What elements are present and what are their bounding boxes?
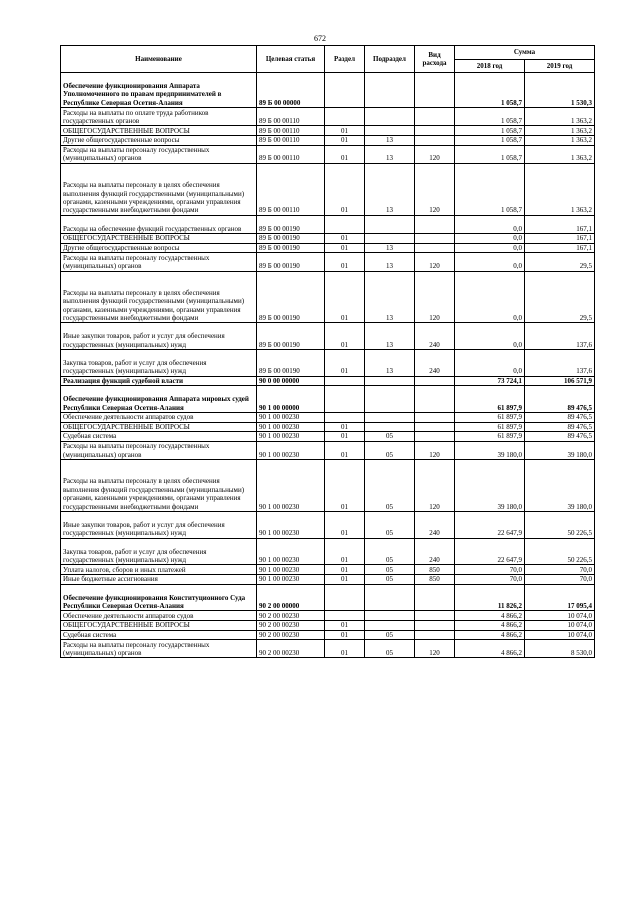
table-row: [61, 538, 595, 565]
cell-year-2019: 167,1: [525, 243, 595, 253]
cell-year-2018: 1 058,7: [455, 163, 525, 215]
cell-section: [325, 584, 365, 611]
cell-tyear-pe: [415, 215, 455, 233]
cell-year-2019: 1 363,2: [525, 135, 595, 145]
cell-tyear-pe: [415, 620, 455, 630]
cell-tyear-pe: 120: [415, 145, 455, 163]
table-row: [61, 432, 595, 442]
table-row: [61, 376, 595, 386]
cell-name: ОБЩЕГОСУДАРСТВЕННЫЕ ВОПРОСЫ: [61, 620, 257, 630]
cell-year-2018: 0,0: [455, 243, 525, 253]
cell-year-2019: 89 476,5: [525, 386, 595, 413]
cell-target: 89 Б 00 00000: [257, 73, 325, 108]
header-2018: 2018 год: [455, 60, 525, 73]
cell-section: 01: [325, 640, 365, 658]
cell-target: 89 Б 00 00110: [257, 108, 325, 126]
cell-target: 89 Б 00 00190: [257, 253, 325, 271]
cell-year-2018: 0,0: [455, 271, 525, 323]
cell-name: Расходы на выплаты персоналу в целях обеспечения выполнения функций государственными (муниципальными) органами, казенными учреждениями, органами управления государственными внебюджетными фондами: [61, 271, 257, 323]
cell-target: 90 1 00 00230: [257, 432, 325, 442]
cell-tyear-pe: 850: [415, 565, 455, 575]
cell-name: Закупка товаров, работ и услуг для обеспечения государственных (муниципальных) нужд: [61, 350, 257, 377]
cell-name: Обеспечение деятельности аппаратов судов: [61, 413, 257, 423]
table-row: [61, 234, 595, 244]
cell-year-2019: 137,6: [525, 323, 595, 350]
cell-target: 90 2 00 00230: [257, 640, 325, 658]
cell-subsection: [365, 376, 415, 386]
cell-section: 01: [325, 575, 365, 585]
cell-section: [325, 611, 365, 621]
cell-year-2019: 106 571,9: [525, 376, 595, 386]
cell-name: Расходы на выплаты персоналу в целях обеспечения выполнения функций государственными (муниципальными) органами, казенными учреждениями, органами управления государственными внебюджетными фондами: [61, 460, 257, 512]
cell-target: 90 2 00 00000: [257, 584, 325, 611]
cell-section: [325, 376, 365, 386]
cell-section: 01: [325, 512, 365, 539]
cell-subsection: 13: [365, 271, 415, 323]
cell-year-2018: 0,0: [455, 215, 525, 233]
cell-year-2019: 29,5: [525, 271, 595, 323]
budget-table: [60, 45, 595, 658]
cell-tyear-pe: 120: [415, 460, 455, 512]
cell-tyear-pe: 240: [415, 350, 455, 377]
cell-year-2019: 10 074,0: [525, 630, 595, 640]
cell-name: Судебная система: [61, 630, 257, 640]
cell-section: 01: [325, 422, 365, 432]
cell-target: 90 1 00 00230: [257, 413, 325, 423]
cell-subsection: [365, 108, 415, 126]
cell-year-2019: 89 476,5: [525, 422, 595, 432]
cell-tyear-pe: 120: [415, 253, 455, 271]
cell-name: Другие общегосударственные вопросы: [61, 135, 257, 145]
table-row: [61, 350, 595, 377]
cell-subsection: 05: [365, 512, 415, 539]
cell-subsection: [365, 73, 415, 108]
cell-target: 90 0 00 00000: [257, 376, 325, 386]
table-row: [61, 575, 595, 585]
cell-section: 01: [325, 350, 365, 377]
cell-section: 01: [325, 243, 365, 253]
cell-name: Другие общегосударственные вопросы: [61, 243, 257, 253]
cell-target: 89 Б 00 00190: [257, 350, 325, 377]
cell-year-2018: 1 058,7: [455, 73, 525, 108]
cell-name: Обеспечение функционирования Аппарата Уполномоченного по правам предпринимателей в Республике Северная Осетия-Алания: [61, 73, 257, 108]
cell-name: Расходы на обеспечение функций государственных органов: [61, 215, 257, 233]
cell-target: 90 1 00 00230: [257, 422, 325, 432]
cell-year-2018: 22 647,9: [455, 538, 525, 565]
cell-year-2019: 29,5: [525, 253, 595, 271]
cell-year-2018: 39 180,0: [455, 460, 525, 512]
cell-section: 01: [325, 565, 365, 575]
cell-target: 90 1 00 00230: [257, 565, 325, 575]
table-row: [61, 163, 595, 215]
cell-tyear-pe: [415, 243, 455, 253]
cell-name: Иные бюджетные ассигнования: [61, 575, 257, 585]
cell-tyear-pe: [415, 432, 455, 442]
cell-name: Обеспечение деятельности аппаратов судов: [61, 611, 257, 621]
cell-name: Расходы на выплаты персоналу государственных (муниципальных) органов: [61, 145, 257, 163]
cell-name: Обеспечение функционирования Конституционного Суда Республики Северная Осетия-Алания: [61, 584, 257, 611]
cell-year-2018: 61 897,9: [455, 432, 525, 442]
cell-year-2019: 1 363,2: [525, 145, 595, 163]
cell-year-2018: 22 647,9: [455, 512, 525, 539]
cell-name: Иные закупки товаров, работ и услуг для обеспечения государственных (муниципальных) нужд: [61, 512, 257, 539]
cell-target: 90 1 00 00000: [257, 386, 325, 413]
table-row: [61, 126, 595, 136]
cell-year-2019: 10 074,0: [525, 620, 595, 630]
cell-section: 01: [325, 460, 365, 512]
table-row: [61, 253, 595, 271]
table-row: [61, 441, 595, 459]
table-row: [61, 323, 595, 350]
table-row: [61, 215, 595, 233]
cell-year-2018: 1 058,7: [455, 108, 525, 126]
header-2019: 2019 год: [525, 60, 595, 73]
cell-subsection: 05: [365, 432, 415, 442]
cell-target: 89 Б 00 00190: [257, 234, 325, 244]
cell-year-2019: 167,1: [525, 234, 595, 244]
cell-target: 89 Б 00 00190: [257, 215, 325, 233]
cell-subsection: 05: [365, 460, 415, 512]
cell-subsection: 05: [365, 575, 415, 585]
cell-tyear-pe: [415, 386, 455, 413]
cell-section: 01: [325, 126, 365, 136]
header-sum: Сумма: [455, 46, 595, 60]
cell-year-2018: 61 897,9: [455, 422, 525, 432]
cell-subsection: 05: [365, 565, 415, 575]
cell-year-2018: 70,0: [455, 565, 525, 575]
cell-tyear-pe: 850: [415, 575, 455, 585]
cell-year-2018: 73 724,1: [455, 376, 525, 386]
cell-target: 89 Б 00 00110: [257, 135, 325, 145]
table-row: [61, 413, 595, 423]
cell-year-2019: 10 074,0: [525, 611, 595, 621]
cell-year-2018: 4 866,2: [455, 611, 525, 621]
cell-name: Иные закупки товаров, работ и услуг для обеспечения государственных (муниципальных) нужд: [61, 323, 257, 350]
cell-year-2018: 0,0: [455, 253, 525, 271]
table-row: [61, 243, 595, 253]
cell-subsection: 05: [365, 441, 415, 459]
table-row: [61, 422, 595, 432]
cell-name: ОБЩЕГОСУДАРСТВЕННЫЕ ВОПРОСЫ: [61, 234, 257, 244]
cell-year-2018: 0,0: [455, 323, 525, 350]
cell-target: 89 Б 00 00190: [257, 323, 325, 350]
cell-subsection: 13: [365, 163, 415, 215]
cell-section: [325, 215, 365, 233]
cell-name: Обеспечение функционирования Аппарата мировых судей Республики Северная Осетия-Алания: [61, 386, 257, 413]
cell-tyear-pe: 240: [415, 538, 455, 565]
cell-tyear-pe: [415, 611, 455, 621]
cell-section: 01: [325, 620, 365, 630]
cell-tyear-pe: [415, 422, 455, 432]
cell-section: 01: [325, 145, 365, 163]
cell-tyear-pe: [415, 630, 455, 640]
table-row: [61, 73, 595, 108]
cell-section: 01: [325, 135, 365, 145]
cell-section: [325, 73, 365, 108]
table-row: [61, 512, 595, 539]
header-section: Раздел: [325, 46, 365, 73]
cell-year-2019: 8 530,0: [525, 640, 595, 658]
table-row: [61, 145, 595, 163]
cell-tyear-pe: 120: [415, 271, 455, 323]
header-name: Наименование: [61, 46, 257, 73]
table-row: [61, 108, 595, 126]
cell-year-2018: 1 058,7: [455, 135, 525, 145]
cell-target: 90 1 00 00230: [257, 575, 325, 585]
header-subsection: Подраздел: [365, 46, 415, 73]
cell-year-2018: 0,0: [455, 350, 525, 377]
cell-year-2018: 61 897,9: [455, 386, 525, 413]
cell-year-2019: 39 180,0: [525, 441, 595, 459]
cell-name: Закупка товаров, работ и услуг для обеспечения государственных (муниципальных) нужд: [61, 538, 257, 565]
cell-name: Расходы на выплаты по оплате труда работников государственных органов: [61, 108, 257, 126]
cell-year-2018: 4 866,2: [455, 640, 525, 658]
table-row: [61, 640, 595, 658]
cell-name: Расходы на выплаты персоналу государственных (муниципальных) органов: [61, 441, 257, 459]
cell-year-2019: 89 476,5: [525, 432, 595, 442]
cell-tyear-pe: 120: [415, 441, 455, 459]
cell-subsection: 13: [365, 135, 415, 145]
cell-year-2019: 89 476,5: [525, 413, 595, 423]
cell-section: 01: [325, 323, 365, 350]
cell-year-2019: 1 363,2: [525, 126, 595, 136]
cell-target: 89 Б 00 00110: [257, 145, 325, 163]
cell-target: 90 2 00 00230: [257, 620, 325, 630]
table-row: [61, 565, 595, 575]
cell-section: 01: [325, 234, 365, 244]
header-expense-type: Вид расхода: [415, 46, 455, 73]
cell-section: 01: [325, 271, 365, 323]
cell-target: 89 Б 00 00190: [257, 243, 325, 253]
table-row: [61, 620, 595, 630]
cell-year-2018: 70,0: [455, 575, 525, 585]
cell-section: 01: [325, 253, 365, 271]
cell-tyear-pe: [415, 413, 455, 423]
cell-year-2019: 50 226,5: [525, 538, 595, 565]
cell-tyear-pe: [415, 73, 455, 108]
cell-year-2018: 1 058,7: [455, 145, 525, 163]
cell-year-2018: 0,0: [455, 234, 525, 244]
cell-section: [325, 108, 365, 126]
cell-name: Судебная система: [61, 432, 257, 442]
cell-subsection: [365, 620, 415, 630]
cell-year-2019: 50 226,5: [525, 512, 595, 539]
cell-name: Расходы на выплаты персоналу в целях обеспечения выполнения функций государственными (муниципальными) органами, казенными учреждениями, органами управления государственными внебюджетными фондами: [61, 163, 257, 215]
cell-year-2018: 4 866,2: [455, 630, 525, 640]
cell-tyear-pe: [415, 135, 455, 145]
table-body: [61, 73, 595, 658]
cell-subsection: [365, 126, 415, 136]
cell-section: 01: [325, 538, 365, 565]
cell-target: 90 1 00 00230: [257, 538, 325, 565]
cell-subsection: 05: [365, 630, 415, 640]
cell-subsection: 13: [365, 253, 415, 271]
cell-tyear-pe: [415, 234, 455, 244]
cell-year-2019: 17 095,4: [525, 584, 595, 611]
table-row: [61, 630, 595, 640]
cell-year-2018: 11 826,2: [455, 584, 525, 611]
cell-target: 90 1 00 00230: [257, 512, 325, 539]
cell-target: 90 1 00 00230: [257, 460, 325, 512]
cell-name: Расходы на выплаты персоналу государственных (муниципальных) органов: [61, 253, 257, 271]
cell-tyear-pe: [415, 126, 455, 136]
cell-target: 90 2 00 00230: [257, 630, 325, 640]
cell-year-2019: 39 180,0: [525, 460, 595, 512]
cell-subsection: [365, 215, 415, 233]
cell-subsection: 13: [365, 243, 415, 253]
cell-year-2018: 61 897,9: [455, 413, 525, 423]
cell-subsection: [365, 413, 415, 423]
header-target: Целевая статья: [257, 46, 325, 73]
cell-name: ОБЩЕГОСУДАРСТВЕННЫЕ ВОПРОСЫ: [61, 422, 257, 432]
table-row: [61, 271, 595, 323]
cell-subsection: 05: [365, 538, 415, 565]
table-row: [61, 460, 595, 512]
cell-tyear-pe: [415, 376, 455, 386]
table-row: [61, 611, 595, 621]
cell-year-2019: 137,6: [525, 350, 595, 377]
cell-name: ОБЩЕГОСУДАРСТВЕННЫЕ ВОПРОСЫ: [61, 126, 257, 136]
cell-target: 89 Б 00 00190: [257, 271, 325, 323]
cell-subsection: [365, 584, 415, 611]
cell-subsection: [365, 386, 415, 413]
cell-tyear-pe: 240: [415, 512, 455, 539]
cell-subsection: 13: [365, 323, 415, 350]
cell-subsection: [365, 422, 415, 432]
cell-subsection: [365, 611, 415, 621]
table-row: [61, 584, 595, 611]
cell-subsection: 13: [365, 350, 415, 377]
cell-section: 01: [325, 630, 365, 640]
cell-section: [325, 413, 365, 423]
cell-year-2019: 70,0: [525, 575, 595, 585]
cell-subsection: 05: [365, 640, 415, 658]
cell-section: 01: [325, 163, 365, 215]
cell-section: [325, 386, 365, 413]
cell-name: Расходы на выплаты персоналу государственных (муниципальных) органов: [61, 640, 257, 658]
page-number: 672: [314, 34, 326, 43]
cell-subsection: [365, 234, 415, 244]
cell-name: Уплата налогов, сборов и иных платежей: [61, 565, 257, 575]
cell-target: 89 Б 00 00110: [257, 126, 325, 136]
cell-year-2018: 1 058,7: [455, 126, 525, 136]
cell-section: 01: [325, 441, 365, 459]
cell-year-2019: 1 363,2: [525, 163, 595, 215]
cell-tyear-pe: [415, 108, 455, 126]
cell-tyear-pe: 120: [415, 163, 455, 215]
table-row: [61, 135, 595, 145]
cell-year-2019: 1 363,2: [525, 108, 595, 126]
cell-target: 89 Б 00 00110: [257, 163, 325, 215]
table-row: [61, 386, 595, 413]
cell-target: 90 1 00 00230: [257, 441, 325, 459]
cell-year-2018: 39 180,0: [455, 441, 525, 459]
cell-section: 01: [325, 432, 365, 442]
cell-year-2019: 167,1: [525, 215, 595, 233]
cell-year-2019: 1 530,3: [525, 73, 595, 108]
cell-year-2018: 4 866,2: [455, 620, 525, 630]
cell-year-2019: 70,0: [525, 565, 595, 575]
cell-tyear-pe: 120: [415, 640, 455, 658]
cell-subsection: 13: [365, 145, 415, 163]
cell-tyear-pe: [415, 584, 455, 611]
cell-name: Реализация функций судебной власти: [61, 376, 257, 386]
cell-tyear-pe: 240: [415, 323, 455, 350]
cell-target: 90 2 00 00230: [257, 611, 325, 621]
